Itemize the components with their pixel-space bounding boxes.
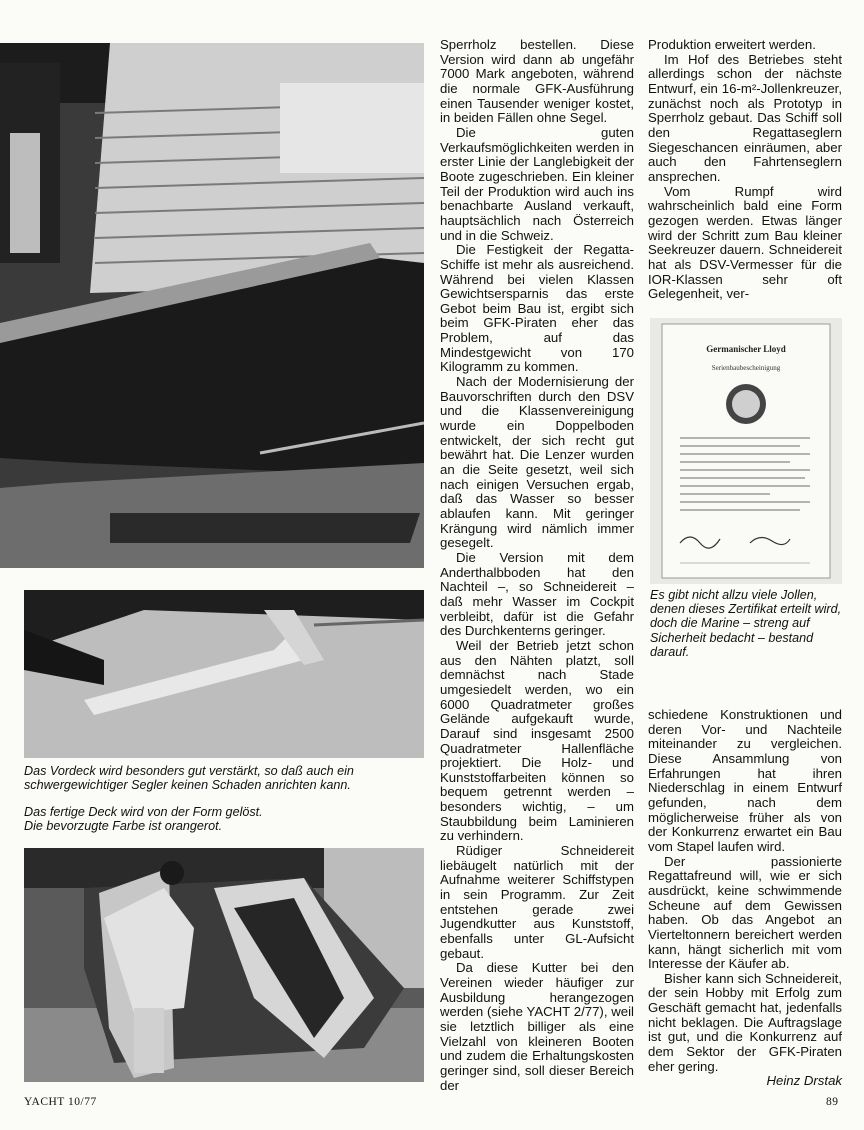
paragraph: Da diese Kutter bei den Vereinen wieder häufiger zur Ausbildung herangezogen werden (siehe YACHT 2/77), weil sie letztlich billiger als eine Vielzahl von kleineren Booten und zudem die Erhaltungskosten geringer sind, soll dieser Bereich der: [440, 960, 634, 1093]
page-number: 89: [826, 1096, 839, 1108]
paragraph: Weil der Betrieb jetzt schon aus den Nähten platzt, soll demnächst nach Stade umgesiedelt werden, wo ein 6000 Quadratmeter großes Gelände aufgekauft wurde, Darauf sind insgesamt 2500 Quadratmeter Hallenfläche projektiert. Die Holz- und Kunststoffarbeiten können so bequem getrennt werden – besonders wichtig, – um Staubbildung beim Laminieren zu verhindern.: [440, 637, 634, 844]
paragraph: Der passionierte Regattafreund will, wie er sich ausdrückt, keine schwimmende Scheune auf dem Gewissen haben. Ob das Angebot an Vierteltonnern bereichert werden kann, hängt sicherlich mit vom Interesse der Käufer ab.: [648, 853, 842, 972]
paragraph: Produktion erweitert werden.: [648, 37, 816, 52]
workshop-hull-photo: [0, 43, 424, 568]
paragraph: Bisher kann sich Schneidereit, der sein Hobby mit Erfolg zum Geschäft gemacht hat, jedenfalls nicht beklagen. Die Auftragslage ist gut, und die Konkurrenz auf dem Sektor der GFK-Piraten eher gering.: [648, 970, 842, 1074]
certificate-caption: Es gibt nicht allzu viele Jollen, denen dieses Zertifikat erteilt wird, doch die Marine – streng auf Sicherheit bedacht – bestand darauf.: [650, 588, 842, 659]
paragraph: Die guten Verkaufsmöglichkeiten werden in erster Linie der Langlebigkeit der Boote zugeschrieben. Ein kleiner Teil der Produktion wird auch ins benachbarte Ausland verkauft, hauptsächlich nach Österreich und in die Schweiz.: [440, 124, 634, 243]
foredeck-photo: [24, 590, 424, 758]
article-column-3-bottom: [648, 708, 842, 1089]
paragraph: Vom Rumpf wird wahrscheinlich bald eine Form gezogen werden. Etwas länger wird der Schritt zum Bau kleiner Seekreuzer dauern. Schneidereit hat als DSV-Vermesser für die IOR-Klassen sehr oft Gelegenheit, ver-: [648, 183, 842, 302]
certificate-photo: [650, 318, 842, 584]
paragraph: Die Version mit dem Anderthalbboden hat den Nachteil –, so Schneidereit – daß mehr Wasser im Cockpit verbleibt, dafür ist die Gefahr des Durchkenterns geringer.: [440, 549, 634, 639]
foredeck-caption: Das Vordeck wird besonders gut verstärkt, so daß auch ein schwergewichtiger Segler keinen Schaden anrichten kann.: [24, 764, 354, 793]
deck-mould-caption: Das fertige Deck wird von der Form gelöst. Die bevorzugte Farbe ist orangerot.: [24, 805, 263, 834]
article-column-3-top: [648, 38, 842, 302]
paragraph: Im Hof des Betriebes steht allerdings schon der nächste Entwurf, ein 16-m²-Jollenkreuzer, zunächst noch als Prototyp in Sperrholz gebaut. Das Schiff soll den Regattaseglern Siegeschancen einräumen, aber auch den Fahrtenseglern ansprechen.: [648, 51, 842, 184]
author-byline: Heinz Drstak: [766, 1073, 842, 1089]
deck-mould-photo: [24, 848, 424, 1082]
certificate-org-name: Germanischer Lloyd: [706, 344, 786, 354]
certificate-title: Serienbaubescheinigung: [711, 364, 781, 372]
magazine-issue: YACHT 10/77: [24, 1096, 97, 1108]
paragraph: Nach der Modernisierung der Bauvorschriften durch den DSV und die Klassenvereinigung wurde ein Doppelboden entwickelt, der sich recht gut bewährt hat. Die Lenzer wurden an die Seite gesetzt, weil sich nach einigen Versuchen ergab, daß das Wasser so besser ablaufen kann. Mit geringer Krängung wird nämlich immer gesegelt.: [440, 374, 634, 551]
paragraph: Die Festigkeit der Regatta-Schiffe ist mehr als ausreichend. Während bei vielen Klassen Gewichtsersparnis das erste Gebot beim Bau ist, ergibt sich beim GFK-Piraten eher das Problem, auf das Mindestgewicht von 170 Kilogramm zu kommen.: [440, 242, 634, 375]
paragraph: Rüdiger Schneidereit liebäugelt natürlich mit der Aufnahme weiterer Schiffstypen in sein Programm. Zur Zeit entstehen gerade zwei Jugendkutter aus Kunststoff, ebenfalls unter GL-Aufsicht gebaut.: [440, 843, 634, 961]
article-column-2: [440, 38, 634, 1093]
paragraph: Sperrholz bestellen. Diese Version wird dann ab ungefähr 7000 Mark angeboten, während die normale GFK-Ausführung einen Tausender weniger kostet, in beiden Fällen ohne Segel.: [440, 37, 634, 126]
paragraph: schiedene Konstruktionen und deren Vor- und Nachteile miteinander zu vergleichen. Diese Ansammlung von Erfahrungen hat ihren Niederschlag in einem Entwurf gefunden, nach dem möglicherweise früher als von der Konkurrenz erwartet ein Bau vom Stapel laufen wird.: [648, 707, 842, 854]
